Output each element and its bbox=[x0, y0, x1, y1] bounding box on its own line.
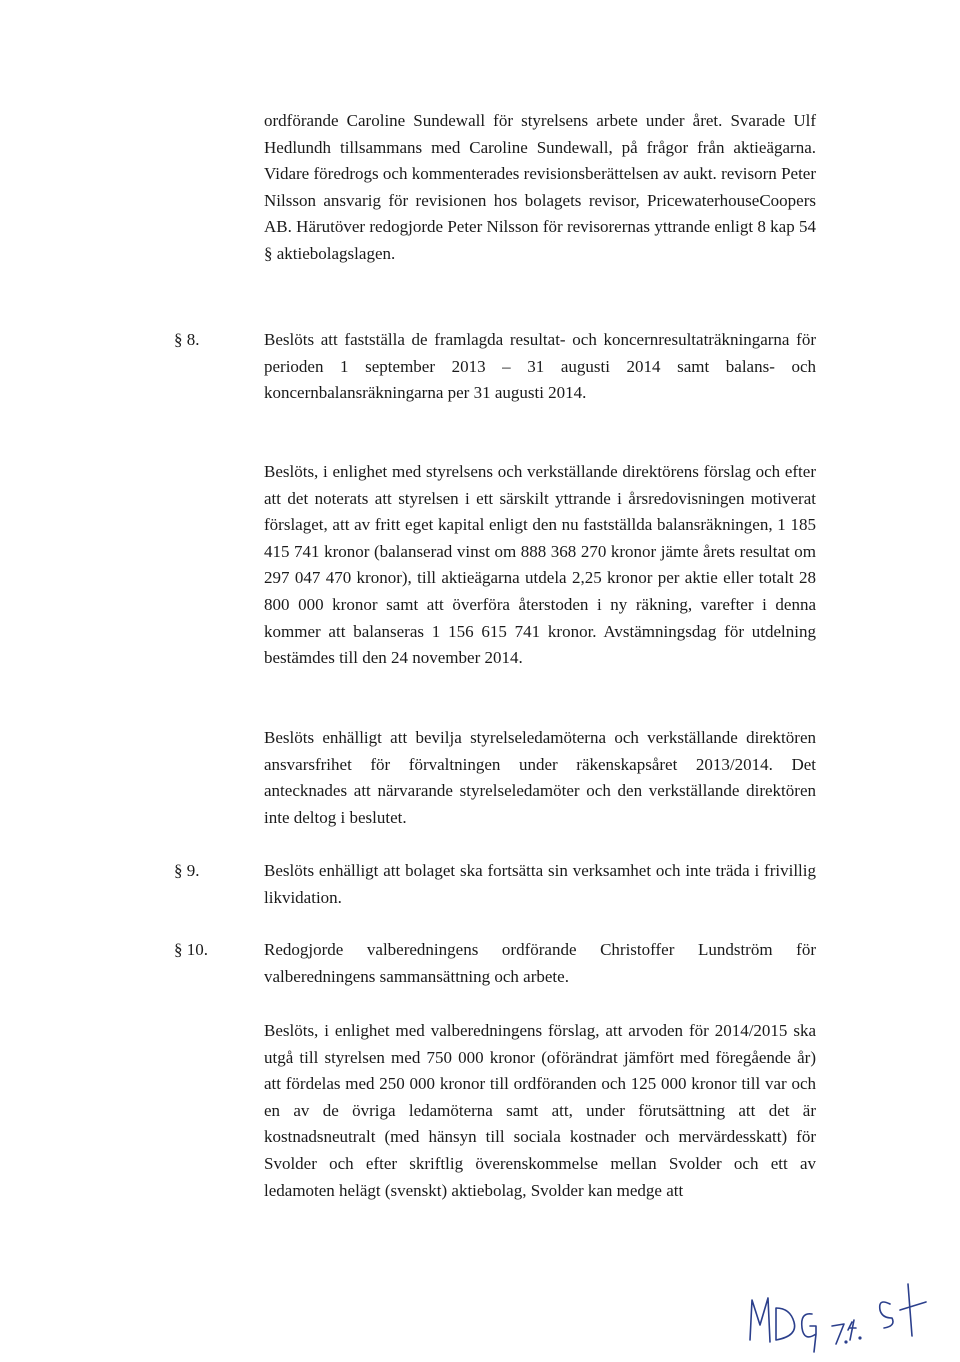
signature-stroke-d bbox=[776, 1308, 795, 1340]
section-10-text-1: Redogjorde valberedningens ordförande Christoffer Lundström för valberedningens sammansättning och arbete. bbox=[264, 940, 816, 986]
signature-dot-2 bbox=[859, 1337, 861, 1339]
section-8-text-3: Beslöts enhälligt att bevilja styrelseledamöterna och verkställande direktören ansvarsfrihet för förvaltningen under räkenskapsåret 2013/2014. Det antecknades att närvarande styrelseledamöter och den verkställande direktören inte deltog i beslutet. bbox=[264, 728, 816, 827]
section-10-number: § 10. bbox=[174, 940, 208, 959]
section-9-number: § 9. bbox=[174, 861, 200, 880]
section-8-paragraph-1 bbox=[264, 327, 816, 407]
section-8-number: § 8. bbox=[174, 330, 200, 349]
signature-stroke-g bbox=[802, 1314, 816, 1352]
intro-paragraph bbox=[264, 108, 816, 268]
section-8-paragraph-3 bbox=[264, 725, 816, 831]
section-9-paragraph bbox=[264, 858, 816, 911]
section-10-paragraph-2 bbox=[264, 1018, 816, 1204]
section-10-text-2: Beslöts, i enlighet med valberedningens förslag, att arvoden för 2014/2015 ska utgå till styrelsen med 750 000 kronor (oförändrat jämfört med föregående år) att fördelas med 250 000 kronor till ordföranden och 125 000 kronor till var och en av de övriga ledamöterna samt att, under förutsättning att det är kostnadsneutralt (med hänsyn till sociala kostnader och mervärdesskatt) för Svolder och efter skriftlig överenskommelse mellan Svolder och ett av ledamoten helägt (svenskt) aktiebolag, Svolder kan medge att bbox=[264, 1021, 816, 1200]
signature-stroke-f bbox=[900, 1284, 926, 1336]
signature-stroke-m bbox=[750, 1298, 770, 1342]
section-8-text-1: Beslöts att fastställa de framlagda resultat- och koncernresultaträkningarna för perioden 1 september 2013 – 31 augusti 2014 samt balans- och koncernbalansräkningarna per 31 augusti 2014. bbox=[264, 330, 816, 403]
signature-stroke-h bbox=[848, 1320, 856, 1340]
initials-signature bbox=[740, 1270, 940, 1360]
section-9-text: Beslöts enhälligt att bolaget ska fortsätta sin verksamhet och inte träda i frivillig likvidation. bbox=[264, 861, 816, 907]
intro-text: ordförande Caroline Sundewall för styrelsens arbete under året. Svarade Ulf Hedlundh tillsammans med Caroline Sundewall, på frågor från aktieägarna. Vidare föredrogs och kommenterades revisionsberättelsen av aukt. revisorn Peter Nilsson ansvarig för revisionen hos bolagets revisor, PricewaterhouseCoopers AB. Härutöver redogjorde Peter Nilsson för revisorernas yttrande enligt 8 kap 54 § aktiebolagslagen. bbox=[264, 111, 816, 263]
section-8-text-2: Beslöts, i enlighet med styrelsens och verkställande direktörens förslag och efter att det noterats att styrelsen i ett särskilt yttrande i årsredovisningen motiverat förslaget, att av fritt eget kapital enligt den nu fastställda balansräkningen, 1 185 415 741 kronor (balanserad vinst om 888 368 270 kronor jämte årets resultat om 297 047 470 kronor), till aktieägarna utdela 2,25 kronor per aktie eller totalt 28 800 000 kronor samt att överföra återstoden i ny räkning, varefter i denna kommer att balanseras 1 156 615 741 kronor. Avstämningsdag för utdelning bestämdes till den 24 november 2014. bbox=[264, 462, 816, 668]
section-8-paragraph-2 bbox=[264, 459, 816, 672]
section-10-paragraph-1 bbox=[264, 937, 816, 990]
signature-stroke-s bbox=[880, 1302, 893, 1328]
signature-dot-1 bbox=[845, 1341, 847, 1343]
signature-stroke-7 bbox=[832, 1324, 844, 1344]
